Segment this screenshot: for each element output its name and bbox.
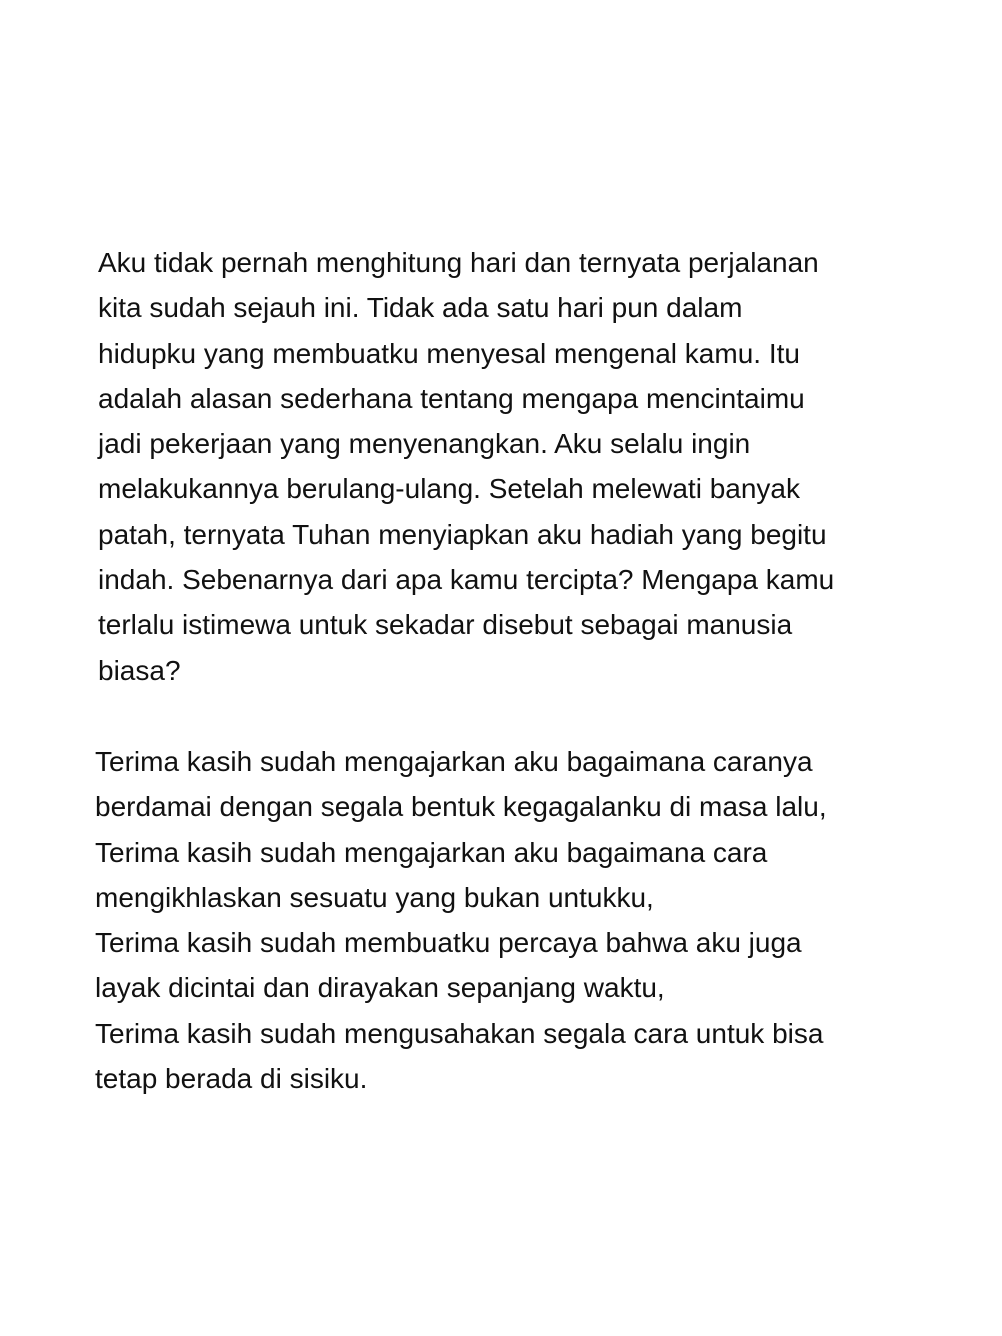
text-line: kita sudah sejauh ini. Tidak ada satu hari pun dalam: [98, 292, 743, 324]
text-line: adalah alasan sederhana tentang mengapa mencintaimu: [98, 382, 805, 414]
text-line: tetap berada di sisiku.: [95, 1063, 368, 1095]
text-line: mengikhlaskan sesuatu yang bukan untukku,: [95, 881, 654, 913]
text-line: berdamai dengan segala bentuk kegagalanku di masa lalu,: [95, 791, 827, 823]
text-line: melakukannya berulang-ulang. Setelah melewati banyak: [98, 473, 800, 505]
text-line: jadi pekerjaan yang menyenangkan. Aku selalu ingin: [98, 428, 751, 460]
text-line: Terima kasih sudah membuatku percaya bahwa aku juga: [95, 927, 802, 959]
text-line: hidupku yang membuatku menyesal mengenal kamu. Itu: [98, 337, 800, 369]
text-line: biasa?: [98, 654, 181, 686]
text-line: terlalu istimewa untuk sekadar disebut sebagai manusia: [98, 609, 793, 641]
text-line: Terima kasih sudah mengusahakan segala cara untuk bisa: [95, 1017, 824, 1049]
text-line: Terima kasih sudah mengajarkan aku bagaimana cara: [95, 836, 768, 868]
text-line: patah, ternyata Tuhan menyiapkan aku hadiah yang begitu: [98, 518, 827, 550]
text-line: Aku tidak pernah menghitung hari dan ternyata perjalanan: [98, 247, 819, 278]
text-line: layak dicintai dan dirayakan sepanjang waktu,: [95, 972, 665, 1004]
paragraph-1: [98, 240, 834, 693]
text-line: indah. Sebenarnya dari apa kamu tercipta? Mengapa kamu: [98, 564, 835, 596]
text-line: Terima kasih sudah mengajarkan aku bagaimana caranya: [95, 746, 813, 777]
paragraph-2: [95, 739, 827, 1101]
